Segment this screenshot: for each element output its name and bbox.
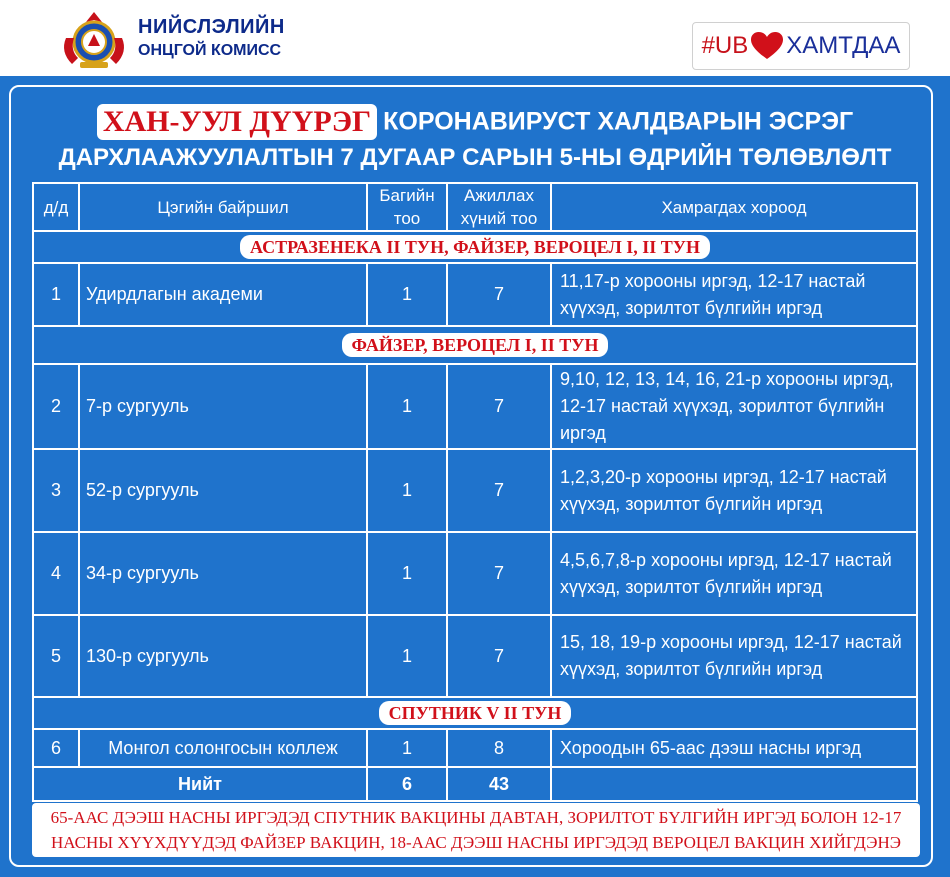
footer-note <box>32 803 920 857</box>
total-empty <box>551 767 917 801</box>
header-location: Цэгийн байршил <box>79 183 367 231</box>
section-label: АСТРАЗЕНЕКА II ТУН, ФАЙЗЕР, ВЕРОЦЕЛ I, II ТУН <box>240 235 710 259</box>
cell-days: 7 <box>447 615 551 697</box>
section-row <box>33 697 917 729</box>
cell-teams: 1 <box>367 615 447 697</box>
section-label: ФАЙЗЕР, ВЕРОЦЕЛ I, II ТУН <box>342 333 609 357</box>
footer-note-line1: 65-ААС ДЭЭШ НАСНЫ ИРГЭДЭД СПУТНИК ВАКЦИНЫ ДАВТАН, ЗОРИЛТОТ БҮЛГИЙН ИРГЭД БОЛОН 12-17 <box>50 808 902 827</box>
cell-num: 1 <box>33 263 79 326</box>
heart-icon <box>750 31 784 61</box>
title-line1 <box>0 104 950 140</box>
cell-num: 4 <box>33 532 79 615</box>
cell-coverage: 1,2,3,20-р хорооны иргэд, 12-17 настай хүүхэд, зорилтот бүлгийн иргэд <box>551 449 917 532</box>
cell-location: Монгол солонгосын коллеж <box>79 729 367 767</box>
org-name-line2: ОНЦГОЙ КОМИСС <box>138 42 282 59</box>
cell-days: 7 <box>447 449 551 532</box>
cell-coverage: 9,10, 12, 13, 14, 16, 21-р хорооны иргэд, 12-17 настай хүүхэд, зорилтот бүлгийн иргэд <box>551 364 917 449</box>
section-row <box>33 231 917 263</box>
hashtag-prefix: #UB <box>701 32 749 59</box>
cell-days: 7 <box>447 263 551 326</box>
cell-days: 7 <box>447 364 551 449</box>
cell-num: 6 <box>33 729 79 767</box>
total-label: Нийт <box>33 767 367 801</box>
cell-teams: 1 <box>367 364 447 449</box>
header-days: Ажиллах хүний тоо <box>447 183 551 231</box>
cell-coverage: 11,17-р хорооны иргэд, 12-17 настай хүүхэд, зорилтот бүлгийн иргэд <box>551 263 917 326</box>
cell-teams: 1 <box>367 449 447 532</box>
header-num: д/д <box>33 183 79 231</box>
total-teams: 6 <box>367 767 447 801</box>
table-row <box>33 615 917 697</box>
district-badge: ХАН-УУЛ ДҮҮРЭГ <box>97 104 377 140</box>
cell-coverage: Хороодын 65-аас дээш насны иргэд <box>551 729 917 767</box>
footer-note-line2: НАСНЫ ХҮҮХДҮҮДЭД ФАЙЗЕР ВАКЦИН, 18-ААС ДЭЭШ НАСНЫ ИРГЭДЭД ВЕРОЦЕЛ ВАКЦИН ХИЙГДЭНЭ <box>50 833 902 852</box>
table-row <box>33 364 917 449</box>
cell-location: 52-р сургууль <box>79 449 367 532</box>
cell-days: 7 <box>447 532 551 615</box>
state-emblem-icon <box>58 8 130 72</box>
table-row <box>33 532 917 615</box>
title-line1-text: КОРОНАВИРУСТ ХАЛДВАРЫН ЭСРЭГ <box>383 107 854 136</box>
cell-num: 2 <box>33 364 79 449</box>
cell-location: Удирдлагын академи <box>79 263 367 326</box>
total-row <box>33 767 917 801</box>
cell-teams: 1 <box>367 532 447 615</box>
org-name-line1: НИЙСЛЭЛИЙН <box>138 16 285 38</box>
total-days: 43 <box>447 767 551 801</box>
table-row <box>33 449 917 532</box>
hashtag-suffix: ХАМТДАА <box>786 32 901 59</box>
hashtag-badge <box>692 22 910 70</box>
cell-location: 34-р сургууль <box>79 532 367 615</box>
cell-num: 3 <box>33 449 79 532</box>
table-row <box>33 263 917 326</box>
schedule-table <box>32 182 918 802</box>
header-teams: Багийн тоо <box>367 183 447 231</box>
header <box>0 0 950 76</box>
cell-days: 8 <box>447 729 551 767</box>
cell-location: 7-р сургууль <box>79 364 367 449</box>
cell-coverage: 15, 18, 19-р хорооны иргэд, 12-17 настай хүүхэд, зорилтот бүлгийн иргэд <box>551 615 917 697</box>
table-header-row <box>33 183 917 231</box>
section-row <box>33 326 917 364</box>
title-line2: ДАРХЛААЖУУЛАЛТЫН 7 ДУГААР САРЫН 5-НЫ ӨДРИЙН ТӨЛӨВЛӨЛТ <box>58 144 892 171</box>
cell-location: 130-р сургууль <box>79 615 367 697</box>
cell-teams: 1 <box>367 263 447 326</box>
cell-coverage: 4,5,6,7,8-р хорооны иргэд, 12-17 настай хүүхэд, зорилтот бүлгийн иргэд <box>551 532 917 615</box>
table-row <box>33 729 917 767</box>
cell-num: 5 <box>33 615 79 697</box>
section-label: СПУТНИК V II ТУН <box>379 701 572 725</box>
header-coverage: Хамрагдах хороод <box>551 183 917 231</box>
cell-teams: 1 <box>367 729 447 767</box>
